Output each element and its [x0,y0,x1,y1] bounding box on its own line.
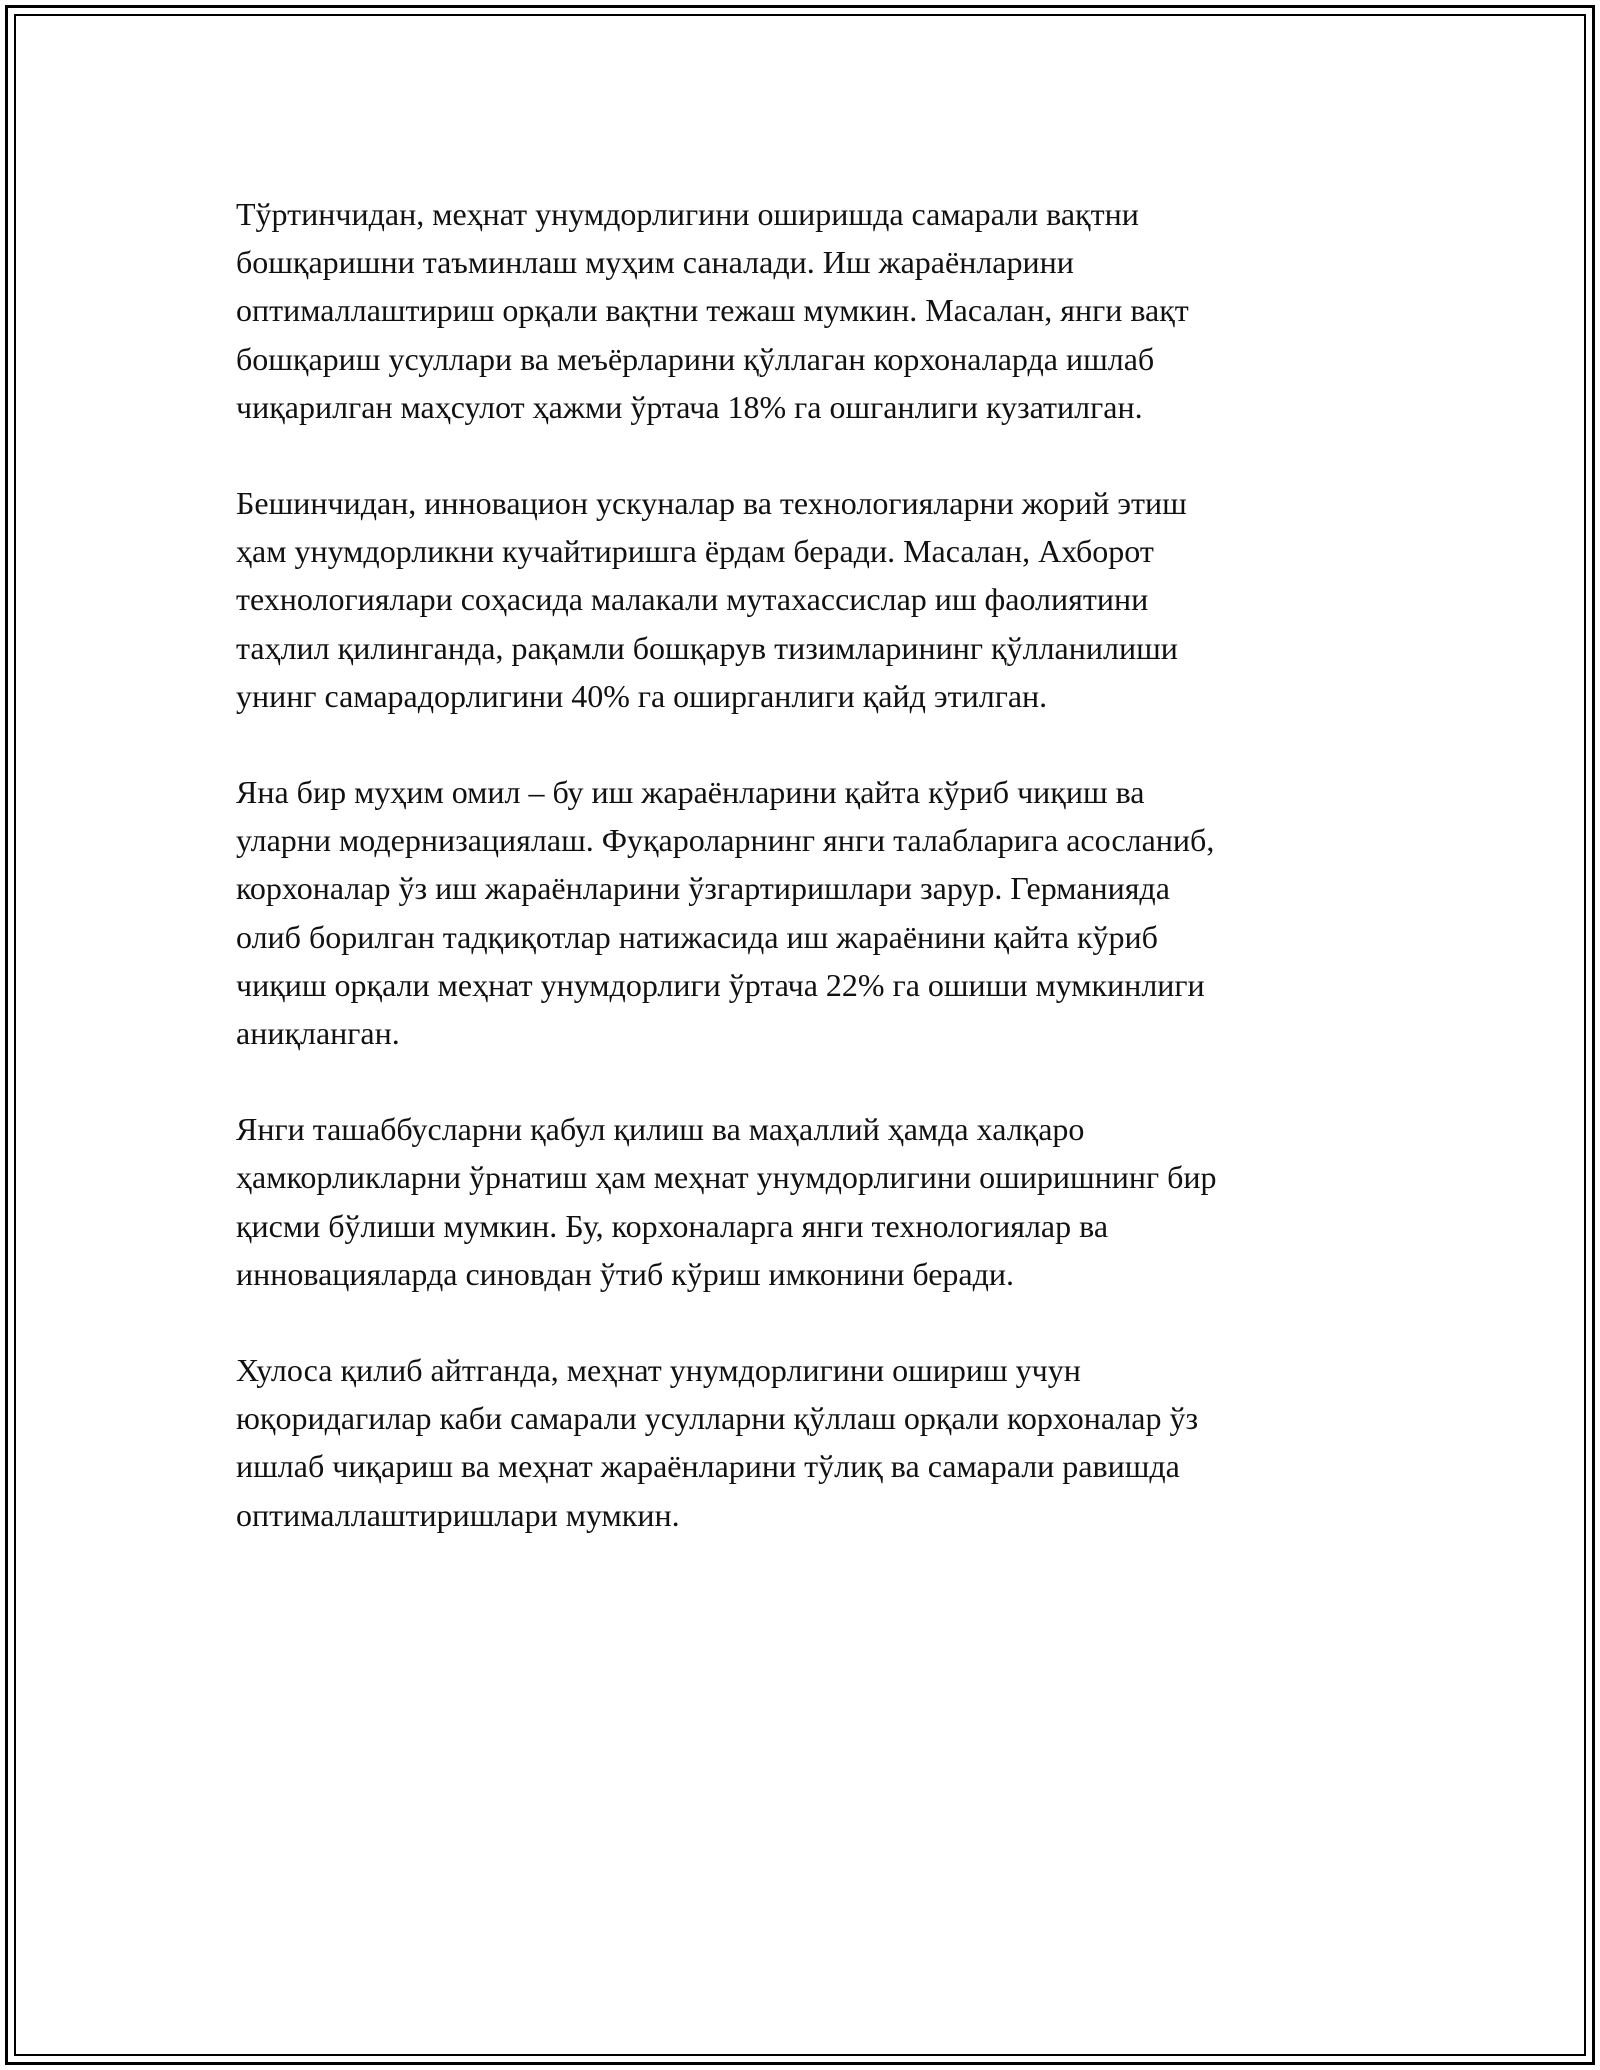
text-line: Яна бир муҳим омил – бу иш жараёнларини қайта кўриб чиқиш ва [236,774,1145,811]
text-line: Бешинчидан, инновацион ускуналар ва технологияларни жорий этиш [236,485,1187,522]
text-line: Янги ташаббусларни қабул қилиш ва маҳаллий ҳамда халқаро [236,1111,1085,1148]
paragraph-1 [236,190,1376,431]
text-line: технологиялари соҳасида малакали мутахассислар иш фаолиятини [236,581,1149,618]
text-line: уларни модернизациялаш. Фуқароларнинг янги талабларига асосланиб, [236,822,1215,859]
text-line: ҳам унумдорликни кучайтиришга ёрдам беради. Масалан, Ахборот [236,533,1154,570]
text-line: ишлаб чиқариш ва меҳнат жараёнларини тўлиқ ва самарали равишда [236,1448,1180,1485]
text-line: оптималлаштиришлари мумкин. [236,1496,680,1533]
text-line: инновацияларда синовдан ўтиб кўриш имконини беради. [236,1255,1015,1292]
text-line: қисми бўлиши мумкин. Бу, корхоналарга янги технологиялар ва [236,1207,1109,1244]
text-line: чиқарилган маҳсулот ҳажми ўртача 18% га ошганлиги кузатилган. [236,388,1143,425]
text-line: олиб борилган тадқиқотлар натижасида иш жараёнини қайта кўриб [236,918,1158,955]
text-line: корхоналар ўз иш жараёнларини ўзгартиришлари зарур. Германияда [236,870,1170,907]
text-line: ҳамкорликларни ўрнатиш ҳам меҳнат унумдорлигини оширишнинг бир [236,1159,1217,1196]
text-line: аниқланган. [236,1015,400,1052]
text-line: чиқиш орқали меҳнат унумдорлиги ўртача 22% га ошиши мумкинлиги [236,966,1205,1003]
paragraph-5 [236,1346,1376,1539]
document-body [236,190,1376,1587]
text-line: таҳлил қилинганда, рақамли бошқарув тизимларининг қўлланилиши [236,629,1178,666]
paragraph-2 [236,479,1376,720]
text-line: оптималлаштириш орқали вақтни тежаш мумкин. Масалан, янги вақт [236,292,1189,329]
text-line: юқоридагилар каби самарали усулларни қўллаш орқали корхоналар ўз [236,1400,1199,1437]
text-line: бошқариш усуллари ва меъёрларини қўллаган корхоналарда ишлаб [236,340,1155,377]
text-line: бошқаришни таъминлаш муҳим саналади. Иш жараёнларини [236,244,1074,281]
paragraph-4 [236,1105,1376,1298]
text-line: унинг самарадорлигини 40% га оширганлиги қайд этилган. [236,677,1048,714]
text-line: Хулоса қилиб айтганда, меҳнат унумдорлигини ошириш учун [236,1352,1081,1389]
paragraph-3 [236,768,1376,1057]
text-line: Тўртинчидан, меҳнат унумдорлигини оширишда самарали вақтни [236,196,1139,232]
